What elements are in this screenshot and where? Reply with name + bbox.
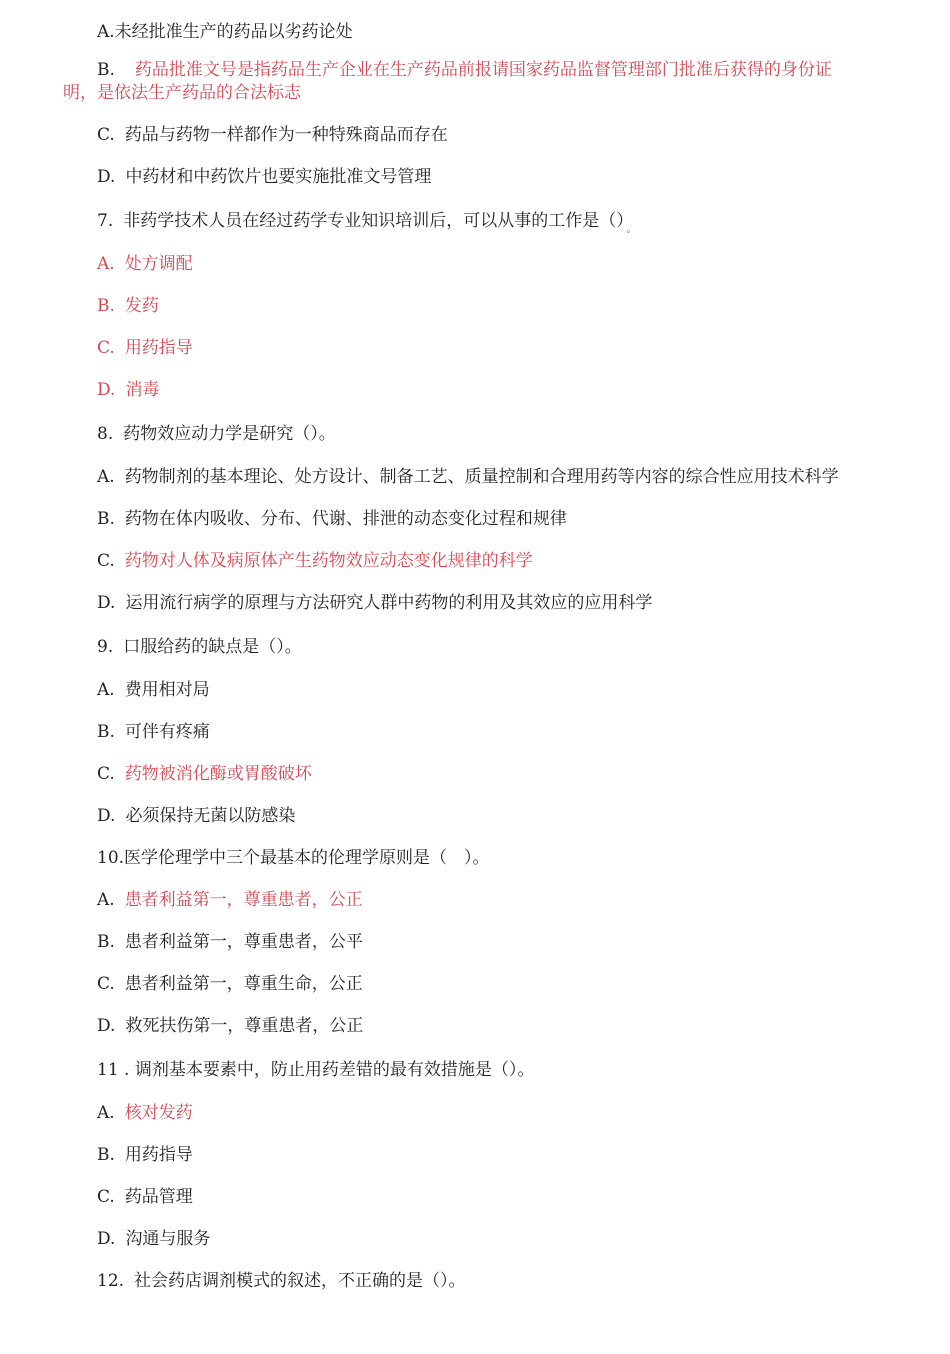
q8-option-b bbox=[97, 507, 567, 531]
question-text: 社会药店调剂模式的叙述，不正确的是（）。 bbox=[134, 1271, 466, 1291]
option-marker: D. bbox=[97, 167, 116, 187]
question-number: 7. bbox=[97, 211, 114, 231]
option-text: 药物对人体及病原体产生药物效应动态变化规律的科学 bbox=[124, 551, 533, 571]
question-number: 8. bbox=[97, 424, 114, 444]
option-marker: A. bbox=[97, 254, 115, 274]
q11-option-a bbox=[97, 1101, 193, 1125]
option-text: 患者利益第一，尊重患者，公正 bbox=[124, 890, 363, 910]
option-text: 患者利益第一，尊重生命，公正 bbox=[124, 974, 363, 994]
option-text: 用药指导 bbox=[124, 1145, 193, 1165]
option-text: 可伴有疼痛 bbox=[124, 722, 210, 742]
q10-option-d bbox=[97, 1014, 363, 1038]
option-marker: D. bbox=[97, 380, 116, 400]
q11-option-b bbox=[97, 1143, 193, 1167]
question-number: 9. bbox=[97, 637, 114, 657]
option-marker: D. bbox=[97, 806, 116, 826]
option-text: 发药 bbox=[124, 296, 159, 316]
q10-option-c bbox=[97, 972, 363, 996]
option-text: 患者利益第一，尊重患者，公平 bbox=[124, 932, 363, 952]
option-text: 用药指导 bbox=[124, 338, 193, 358]
option-marker: D. bbox=[97, 1229, 116, 1249]
option-text: 中药材和中药饮片也要实施批准文号管理 bbox=[125, 167, 432, 187]
q7-option-b bbox=[97, 294, 159, 318]
option-marker: D. bbox=[97, 1016, 116, 1036]
option-text: 必须保持无菌以防感染 bbox=[125, 806, 296, 826]
option-marker: C. bbox=[97, 974, 115, 994]
question-8 bbox=[97, 422, 336, 446]
option-text: A.未经批准生产的药品以劣药论处 bbox=[97, 22, 353, 42]
question-end-mark: 。 bbox=[626, 225, 636, 235]
option-marker: B. bbox=[97, 722, 115, 742]
option-text-continued: 明，是依法生产药品的合法标志 bbox=[63, 83, 301, 103]
option-text: 沟通与服务 bbox=[125, 1229, 211, 1249]
option-b-prev-continued bbox=[63, 81, 301, 105]
question-number: 12. bbox=[97, 1271, 125, 1291]
option-text: 药品与药物一样都作为一种特殊商品而存在 bbox=[124, 125, 448, 145]
q11-option-d bbox=[97, 1227, 210, 1251]
question-12 bbox=[97, 1269, 466, 1293]
option-text: 处方调配 bbox=[124, 254, 193, 274]
option-text: 运用流行病学的原理与方法研究人群中药物的利用及其效应的应用科学 bbox=[125, 593, 653, 613]
q9-option-d bbox=[97, 804, 295, 828]
option-marker: B. bbox=[97, 60, 115, 80]
q7-option-a bbox=[97, 252, 193, 276]
option-marker: C. bbox=[97, 764, 115, 784]
option-marker: B. bbox=[97, 1145, 115, 1165]
option-text: 核对发药 bbox=[124, 1103, 193, 1123]
question-text: 10.医学伦理学中三个最基本的伦理学原则是（ ）。 bbox=[97, 848, 490, 868]
option-d-prev bbox=[97, 165, 431, 189]
option-text: 药品管理 bbox=[124, 1187, 193, 1207]
option-text: 药物被消化酶或胃酸破坏 bbox=[124, 764, 312, 784]
q10-option-a bbox=[97, 888, 363, 912]
question-text: 药物效应动力学是研究（）。 bbox=[123, 424, 336, 444]
option-marker: D. bbox=[97, 593, 116, 613]
option-marker: A. bbox=[97, 890, 115, 910]
q7-option-d bbox=[97, 378, 159, 402]
question-11 bbox=[97, 1058, 534, 1082]
q10-option-b bbox=[97, 930, 363, 954]
option-text: 药物制剂的基本理论、处方设计、制备工艺、质量控制和合理用药等内容的综合性应用技术科学 bbox=[124, 467, 839, 487]
option-marker: C. bbox=[97, 125, 115, 145]
option-c-prev bbox=[97, 123, 448, 147]
option-a-prev bbox=[97, 20, 353, 44]
option-text: 费用相对局 bbox=[124, 680, 210, 700]
question-text: 非药学技术人员在经过药学专业知识培训后，可以从事的工作是（） bbox=[123, 211, 625, 231]
option-marker: C. bbox=[97, 338, 115, 358]
option-marker: C. bbox=[97, 551, 115, 571]
option-marker: B. bbox=[97, 296, 115, 316]
option-text: 救死扶伤第一，尊重患者，公正 bbox=[125, 1016, 364, 1036]
question-text: 11 . 调剂基本要素中，防止用药差错的最有效措施是（）。 bbox=[97, 1060, 535, 1080]
question-7 bbox=[97, 209, 636, 242]
option-text: 消毒 bbox=[125, 380, 160, 400]
option-marker: A. bbox=[97, 680, 115, 700]
q9-option-b bbox=[97, 720, 210, 744]
option-b-prev bbox=[97, 58, 832, 82]
question-9 bbox=[97, 635, 302, 659]
option-text: 药品批准文号是指药品生产企业在生产药品前报请国家药品监督管理部门批准后获得的身份证 bbox=[134, 60, 832, 80]
q11-option-c bbox=[97, 1185, 193, 1209]
q7-option-c bbox=[97, 336, 193, 360]
option-marker: B. bbox=[97, 509, 115, 529]
option-marker: C. bbox=[97, 1187, 115, 1207]
option-marker: B. bbox=[97, 932, 115, 952]
option-marker: A. bbox=[97, 1103, 115, 1123]
q8-option-d bbox=[97, 591, 652, 615]
q8-option-a bbox=[97, 465, 839, 489]
q9-option-c bbox=[97, 762, 312, 786]
q9-option-a bbox=[97, 678, 210, 702]
option-marker: A. bbox=[97, 467, 115, 487]
option-text: 药物在体内吸收、分布、代谢、排泄的动态变化过程和规律 bbox=[124, 509, 567, 529]
q8-option-c bbox=[97, 549, 533, 573]
question-10 bbox=[97, 846, 490, 870]
question-text: 口服给药的缺点是（）。 bbox=[123, 637, 302, 657]
